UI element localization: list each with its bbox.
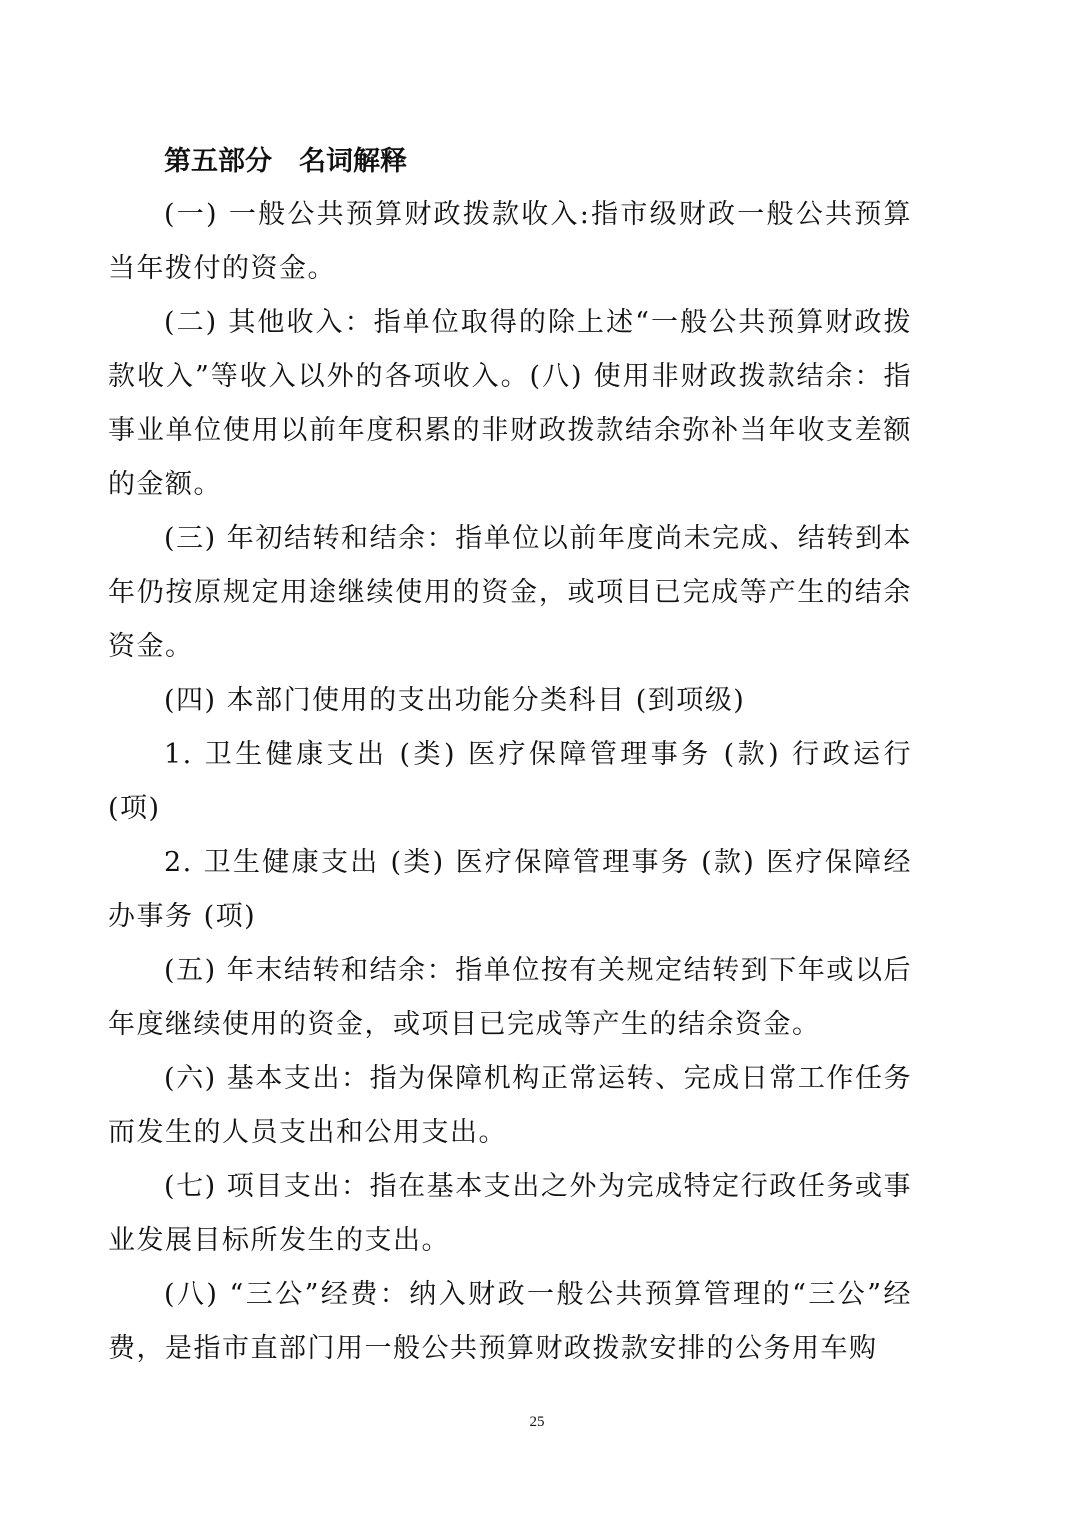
document-body: [108, 136, 912, 1376]
section-heading: 第五部分 名词解释: [164, 146, 407, 177]
paragraph-classification-item-1: 1. 卫生健康支出 (类) 医疗保障管理事务 (款) 行政运行 (项): [108, 739, 912, 824]
paragraph-closing-carryover: (五) 年末结转和结余：指单位按有关规定结转到下年或以后年度继续使用的资金，或项目已完成等产生的结余资金。: [108, 955, 912, 1040]
paragraph-classification-item-2: 2. 卫生健康支出 (类) 医疗保障管理事务 (款) 医疗保障经办事务 (项): [108, 847, 912, 932]
paragraph-basic-expenditure: (六) 基本支出：指为保障机构正常运转、完成日常工作任务而发生的人员支出和公用支出。: [108, 1063, 912, 1148]
paragraph-three-public-expenses: (八) “三公”经费：纳入财政一般公共预算管理的“三公”经费，是指市直部门用一般公共预算财政拨款安排的公务用车购: [108, 1279, 912, 1364]
page-number: 25: [529, 1414, 545, 1430]
paragraph-project-expenditure: (七) 项目支出：指在基本支出之外为完成特定行政任务或事业发展目标所发生的支出。: [108, 1171, 912, 1256]
paragraph-expenditure-classification: (四) 本部门使用的支出功能分类科目 (到项级): [164, 685, 746, 716]
paragraph-opening-carryover: (三) 年初结转和结余：指单位以前年度尚未完成、结转到本年仍按原规定用途继续使用的资金，或项目已完成等产生的结余资金。: [108, 523, 912, 662]
paragraph-other-revenue: (二) 其他收入：指单位取得的除上述“一般公共预算财政拨款收入”等收入以外的各项收入。(八) 使用非财政拨款结余：指事业单位使用以前年度积累的非财政拨款结余弥补当年收支差额的金额。: [108, 307, 912, 500]
paragraph-general-budget-revenue: (一) 一般公共预算财政拨款收入:指市级财政一般公共预算当年拨付的资金。: [108, 199, 912, 284]
